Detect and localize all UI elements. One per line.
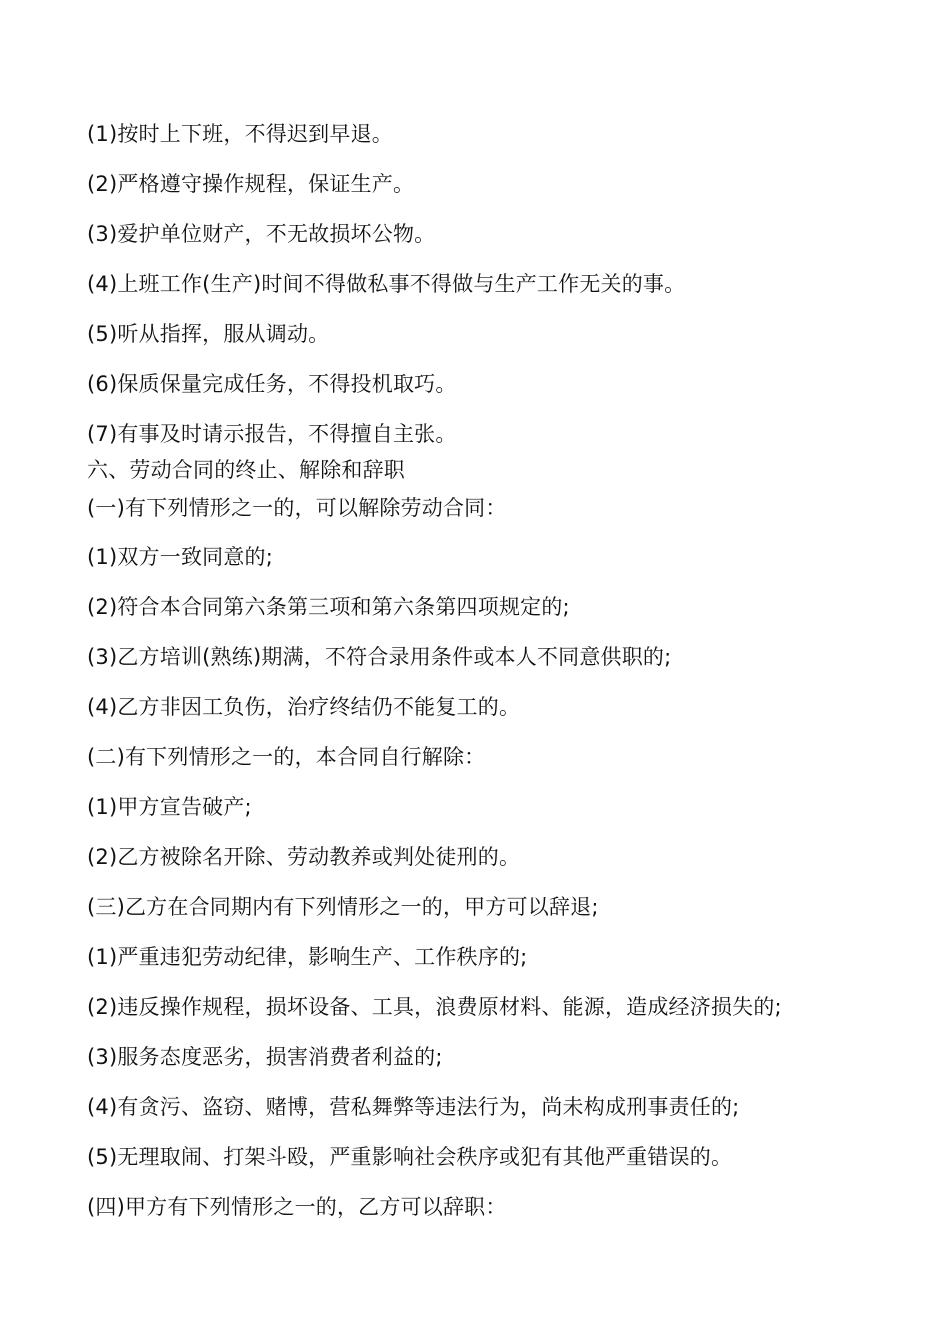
clause-line: (3)服务态度恶劣，损害消费者利益的; — [87, 1045, 443, 1069]
subsection-heading: (一)有下列情形之一的，可以解除劳动合同： — [87, 496, 507, 520]
clause-line: (6)保质保量完成任务，不得投机取巧。 — [87, 372, 457, 396]
clause-line: (5)听从指挥，服从调动。 — [87, 322, 330, 346]
clause-line: (1)按时上下班，不得迟到早退。 — [87, 122, 393, 146]
clause-line: (3)爱护单位财产，不无故损坏公物。 — [87, 222, 436, 246]
subsection-heading: (四)甲方有下列情形之一的，乙方可以辞职： — [87, 1195, 507, 1219]
clause-line: (1)甲方宣告破产; — [87, 795, 252, 819]
clause-line: (3)乙方培训(熟练)期满，不符合录用条件或本人不同意供职的; — [87, 645, 672, 669]
section-heading: 六、劳动合同的终止、解除和辞职 — [87, 458, 405, 482]
subsection-heading: (三)乙方在合同期内有下列情形之一的，甲方可以辞退; — [87, 895, 599, 919]
clause-line: (4)有贪污、盗窃、赌博，营私舞弊等违法行为，尚未构成刑事责任的; — [87, 1095, 740, 1119]
clause-line: (1)严重违犯劳动纪律，影响生产、工作秩序的; — [87, 945, 528, 969]
clause-line: (1)双方一致同意的; — [87, 545, 274, 569]
clause-line: (4)乙方非因工负伤，治疗终结仍不能复工的。 — [87, 695, 521, 719]
clause-line: (2)符合本合同第六条第三项和第六条第四项规定的; — [87, 595, 570, 619]
clause-line: (7)有事及时请示报告，不得擅自主张。 — [87, 422, 457, 446]
clause-line: (2)严格遵守操作规程，保证生产。 — [87, 172, 415, 196]
clause-line: (2)违反操作规程，损坏设备、工具，浪费原材料、能源，造成经济损失的; — [87, 995, 782, 1019]
clause-line: (2)乙方被除名开除、劳动教养或判处徒刑的。 — [87, 845, 521, 869]
clause-line: (4)上班工作(生产)时间不得做私事不得做与生产工作无关的事。 — [87, 272, 686, 296]
subsection-heading: (二)有下列情形之一的，本合同自行解除： — [87, 745, 486, 769]
clause-line: (5)无理取闹、打架斗殴，严重影响社会秩序或犯有其他严重错误的。 — [87, 1145, 733, 1169]
